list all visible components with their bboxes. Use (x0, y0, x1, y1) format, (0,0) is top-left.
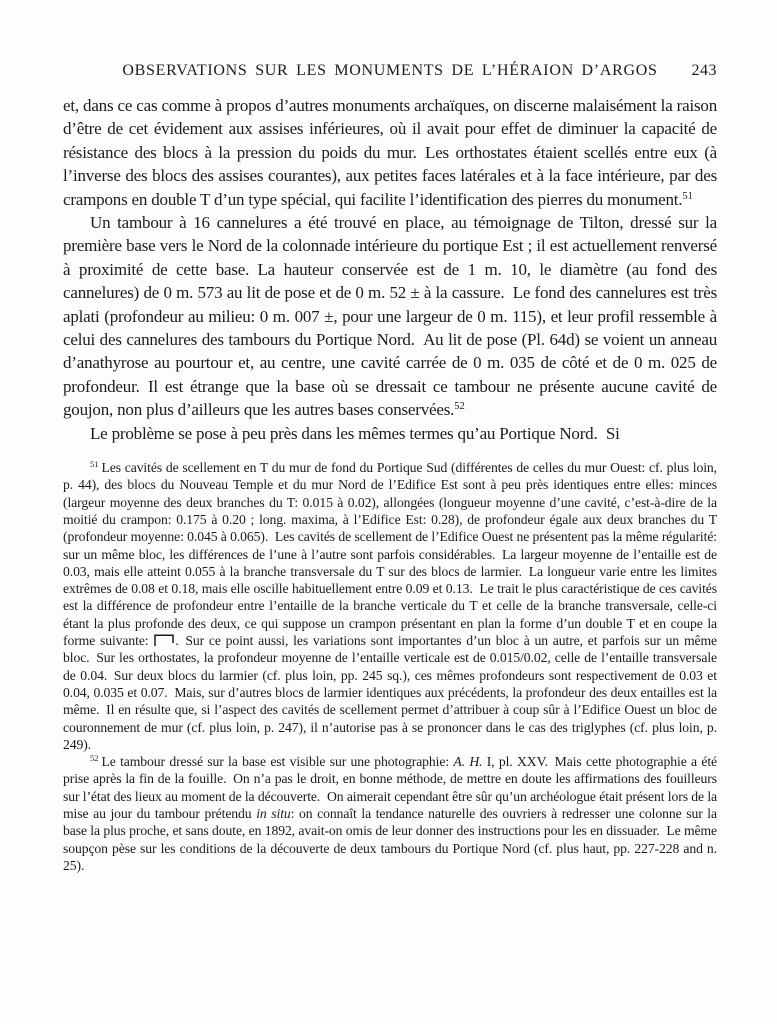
footnote-52-marker: 52 (90, 753, 99, 764)
footnote-52 (63, 753, 717, 874)
footnote-51 (63, 459, 717, 753)
footnote-52-text: Le tambour dressé sur la base est visible sur une photographie: A. H. I, pl. XXV. Mais cette photographie a été prise après la fin de la fouille. On n’a pas le droit, en bonne méthode, de mettre en doute les affirmations des fouilleurs sur l’état des lieux au moment de la découverte. On aimerait cependant être sûr qu’un archéologue était présent lors de la mise au jour du tambour prétendu in situ: on connaît la tendance naturelle des ouvriers à redresser une colonne sur la base la plus proche, et sans doute, en 1892, avait-on omis de leur donner des instructions pour les en dissuader. Le même soupçon pèse sur les conditions de la découverte de deux tambours du Portique Nord (cf. plus haut, pp. 227-228 and n. 25). (63, 754, 718, 873)
page-header (63, 61, 717, 81)
paragraph-continuation: et, dans ce cas comme à propos d’autres monuments archaïques, on discerne malaisément la raison d’être de cet évidement aux assises inférieures, où il avait pour effet de diminuer la capacité de résistance des blocs à la pression du poids du mur. Les orthostates étaient scellés entre eux (à l’inverse des blocs des assises courantes), aux petites faces latérales et à la face intérieure, par des crampons en double T d’un type spécial, qui facilite l’identification des pierres du monument.$^{51}$ (63, 96, 717, 209)
body-text (63, 94, 717, 445)
paragraph-probleme: Le problème se pose à peu près dans les mêmes termes qu’au Portique Nord. Si (90, 423, 620, 443)
footnote-ref: 52 (454, 401, 465, 413)
footnote-51-marker: 51 (90, 459, 99, 470)
text-column (63, 61, 717, 874)
footnote-51-text: Les cavités de scellement en T du mur de fond du Portique Sud (différentes de celles du mur Ouest: cf. plus loin, p. 44), des blocs du Nouveau Temple et du mur Nord de l’Edifice Est sont à peu près identiques entre elles: minces (largeur moyenne des deux branches du T: 0.015 à 0.02), allongées (longueur moyenne d’une cavité, c’est-à-dire de la moitié du crampon: 0.175 à 0.20 ; long. maxima, à l’Edifice Est: 0.28), de profondeur égale aux deux branches du T (profondeur moyenne: 0.045 à 0.065). Les cavités de scellement de l’Edifice Ouest ne présentent pas la même régularité: sur un même bloc, les différences de l’une à l’autre sont parfois considérables. La largeur moyenne de l’entaille est de 0.03, mais elle atteint 0.055 à la branche transversale du T sur des blocs de larmier. La longueur varie entre les limites extrêmes de 0.08 et 0.18, mais elle oscille habituellement entre 0.09 et 0.13. Le trait le plus caractéristique de ces cavités est la différence de profondeur entre l’entaille de la branche verticale du T et celle de la branche transversale, celle-ci étant la plus profonde des deux, ce qui suppose un crampon présentant en plan la forme d’un double T et en coupe la forme suivante: . Sur ce point aussi, les variations sont importantes d’un bloc à un autre, et parfois sur un même bloc. Sur les orthostates, la profondeur moyenne de l’entaille verticale est de 0.015/0.02, celle de l’entaille transversale de 0.04. Sur deux blocs du larmier (cf. plus loin, pp. 245 sq.), ces mêmes profondeurs sont respectivement de 0.03 et 0.04, 0.035 et 0.07. Mais, sur d’autres blocs de larmier identiques aux précédents, la profondeur des deux entailles est la même. Il en résulte que, si l’aspect des cavités de scellement permet d’attribuer à coup sûr à l’Edifice Ouest un bloc de couronnement de mur (cf. plus loin, p. 247), il n’autorise pas à se prononcer dans le cas des triglyphes (cf. plus loin, p. 249). (63, 460, 717, 752)
running-title: OBSERVATIONS SUR LES MONUMENTS DE L’HÉRAION D’ARGOS (122, 62, 658, 79)
paragraph-tambour: Un tambour à 16 cannelures a été trouvé en place, au témoignage de Tilton, dressé sur la première base vers le Nord de la colonnade intérieure du portique Est ; il est actuellement renversé à proximité de cette base. La hauteur conservée est de 1 m. 10, le diamètre (au fond des cannelures) de 0 m. 573 au lit de pose et de 0 m. 52 ± à la cassure. Le fond des cannelures est très aplati (profondeur au milieu: 0 m. 007 ±, pour une largeur de 0 m. 115), et leur profil ressemble à celui des cannelures des tambours du Portique Nord. Au lit de pose (Pl. 64d) se voient un anneau d’anathyrose au pourtour et, au centre, une cavité carrée de 0 m. 035 de côté et de 0 m. 025 de profondeur. Il est étrange que la base où se dressait ce tambour ne présente aucune cavité de goujon, non plus d’ailleurs que les autres bases conservées.$^{52}$ (63, 213, 717, 420)
clamp-profile-icon (154, 634, 174, 646)
footnote-ref: 51 (682, 190, 693, 202)
footnotes-section (63, 459, 717, 874)
page-number: 243 (691, 62, 717, 79)
